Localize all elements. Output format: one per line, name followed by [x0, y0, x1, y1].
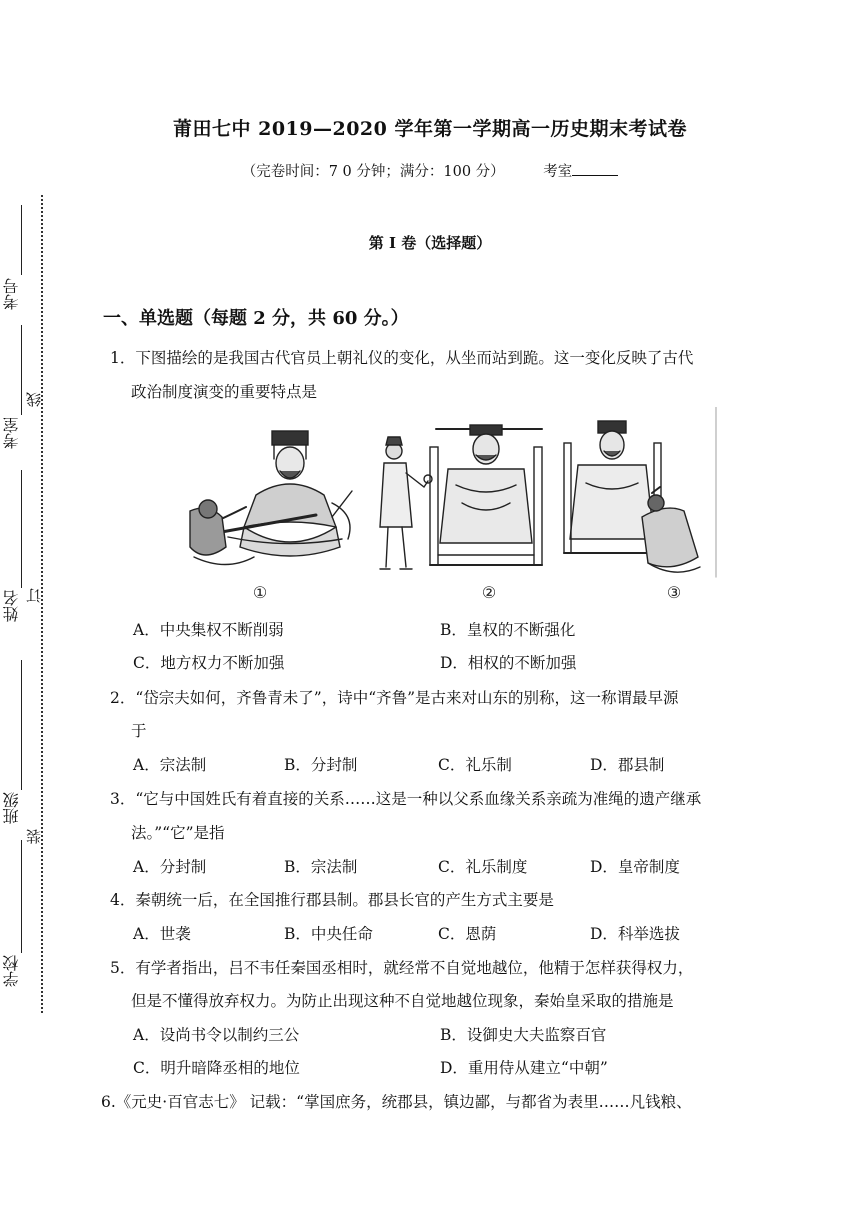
figure-label-3: ③	[666, 583, 682, 602]
binding-mark-bind: 订	[25, 588, 43, 603]
binding-underline	[21, 325, 22, 415]
q4-option-d[interactable]: D．科举选拔	[590, 925, 680, 943]
question-4-line-1: 4．秦朝统一后，在全国推行郡县制。郡县长官的产生方式主要是	[110, 891, 554, 909]
question-1-line-2: 政治制度演变的重要特点是	[131, 383, 318, 401]
q5-option-c[interactable]: C．明升暗降丞相的地位	[133, 1059, 300, 1077]
binding-underline	[21, 840, 22, 953]
question-2-line-1: 2．“岱宗夫如何，齐鲁青未了”，诗中“齐鲁”是古来对山东的别称，这一称谓最早源	[110, 689, 679, 707]
q2-option-b[interactable]: B．分封制	[284, 756, 358, 774]
binding-field-school: 学校	[2, 955, 21, 987]
binding-mark-mount: 装	[25, 829, 43, 844]
q4-option-a[interactable]: A．世袭	[133, 925, 191, 943]
q1-option-a[interactable]: A．中央集权不断削弱	[133, 621, 284, 639]
binding-field-exam-room: 考室	[2, 417, 21, 449]
binding-underline	[21, 470, 22, 588]
binding-field-exam-number: 考号	[2, 278, 21, 310]
question-3-line-1: 3．“它与中国姓氏有着直接的关系……这是一种以父系血缘关系亲疏为准绳的遗产继承	[110, 790, 702, 808]
exam-subtitle	[0, 160, 860, 181]
question-1-line-1: 1．下图描绘的是我国古代官员上朝礼仪的变化，从坐而站到跪。这一变化反映了古代	[110, 349, 694, 367]
binding-field-name: 姓名	[2, 590, 21, 622]
exam-title: 莆田七中 2019—2020 学年第一学期高一历史期末考试卷	[173, 118, 687, 140]
question-3-line-2: 法。”“它”是指	[131, 824, 225, 842]
scene-kneeling-figure	[564, 407, 716, 577]
court-etiquette-figure	[186, 407, 718, 607]
scene-standing-figure	[380, 425, 542, 569]
exam-room-blank	[572, 174, 618, 176]
binding-mark-line: 线	[25, 392, 43, 407]
binding-dotted-line	[41, 195, 43, 1013]
figure-label-1: ①	[252, 583, 268, 602]
binding-field-class: 班级	[2, 792, 21, 824]
q2-option-a[interactable]: A．宗法制	[133, 756, 207, 774]
q4-option-b[interactable]: B．中央任命	[284, 925, 373, 943]
volume-title: 第 I 卷（选择题）	[368, 234, 492, 252]
q3-option-b[interactable]: B．宗法制	[284, 858, 358, 876]
q1-option-c[interactable]: C．地方权力不断加强	[133, 654, 285, 672]
q4-option-c[interactable]: C．恩荫	[438, 925, 497, 943]
question-5-line-2: 但是不懂得放弃权力。为防止出现这种不自觉地越位现象，秦始皇采取的措施是	[131, 992, 674, 1010]
question-6-line-1: 6.《元史·百官志七》 记载：“掌国庶务，统郡县，镇边鄙，与都省为表里……凡钱粮、	[101, 1093, 692, 1111]
question-5-line-1: 5．有学者指出，吕不韦任秦国丞相时，就经常不自觉地越位，他精于怎样获得权力，	[110, 959, 694, 977]
scene-seated-figure	[190, 431, 352, 565]
question-2-line-2: 于	[131, 722, 147, 740]
q3-option-d[interactable]: D．皇帝制度	[590, 858, 680, 876]
section-title: 一、单选题（每题 2 分，共 60 分。）	[103, 308, 409, 329]
time-and-score: （完卷时间：7 0 分钟；满分：100 分）	[241, 164, 505, 180]
exam-room-label: 考室	[543, 164, 573, 180]
q1-option-b[interactable]: B．皇权的不断强化	[440, 621, 576, 639]
figure-label-2: ②	[481, 583, 497, 602]
q3-option-a[interactable]: A．分封制	[133, 858, 207, 876]
binding-underline	[21, 660, 22, 790]
q3-option-c[interactable]: C．礼乐制度	[438, 858, 528, 876]
q2-option-d[interactable]: D．郡县制	[590, 756, 665, 774]
q1-option-d[interactable]: D．相权的不断加强	[440, 654, 577, 672]
q5-option-b[interactable]: B．设御史大夫监察百官	[440, 1026, 607, 1044]
q5-option-a[interactable]: A．设尚书令以制约三公	[133, 1026, 300, 1044]
q2-option-c[interactable]: C．礼乐制	[438, 756, 512, 774]
q5-option-d[interactable]: D．重用侍从建立“中朝”	[440, 1059, 608, 1077]
